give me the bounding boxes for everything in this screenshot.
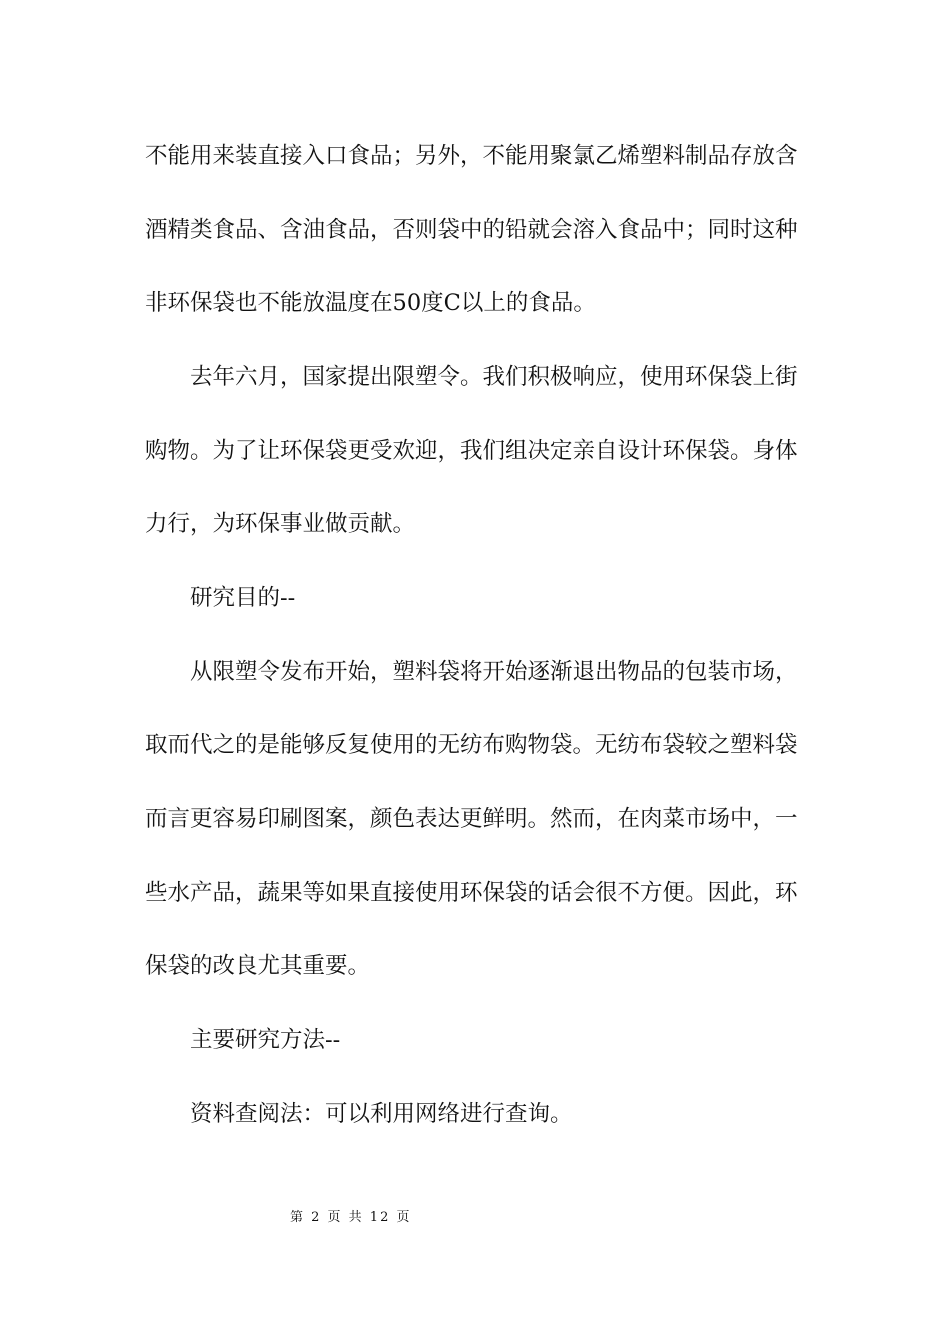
text-line-12: 保袋的改良尤其重要。 [145,953,371,979]
page-footer [0,1208,950,1228]
text-line-1: 不能用来装直接入口食品；另外，不能用聚氯乙烯塑料制品存放含 [145,143,798,169]
text-line-9: 取而代之的是能够反复使用的无纺布购物袋。无纺布袋较之塑料袋 [145,732,798,758]
text-line-14: 资料查阅法：可以利用网络进行查询。 [190,1101,573,1127]
text-line-2: 酒精类食品、含油食品，否则袋中的铅就会溶入食品中；同时这种 [145,217,798,243]
text-line-8: 从限塑令发布开始，塑料袋将开始逐渐退出物品的包装市场， [190,659,798,685]
section-heading-research-methods: 主要研究方法-- [190,1027,341,1053]
text-line-11: 些水产品，蔬果等如果直接使用环保袋的话会很不方便。因此，环 [145,880,798,906]
text-line-6: 力行，为环保事业做贡献。 [145,511,416,537]
text-line-5: 购物。为了让环保袋更受欢迎，我们组决定亲自设计环保袋。身体 [145,438,798,464]
text-line-10: 而言更容易印刷图案，颜色表达更鲜明。然而，在肉菜市场中，一 [145,806,798,832]
text-line-4: 去年六月，国家提出限塑令。我们积极响应，使用环保袋上街 [190,364,798,390]
page-number: 第 2 页 共 12 页 [290,1210,412,1225]
section-heading-research-purpose: 研究目的-- [190,585,296,611]
text-line-3: 非环保袋也不能放温度在50度C以上的食品。 [145,290,596,316]
